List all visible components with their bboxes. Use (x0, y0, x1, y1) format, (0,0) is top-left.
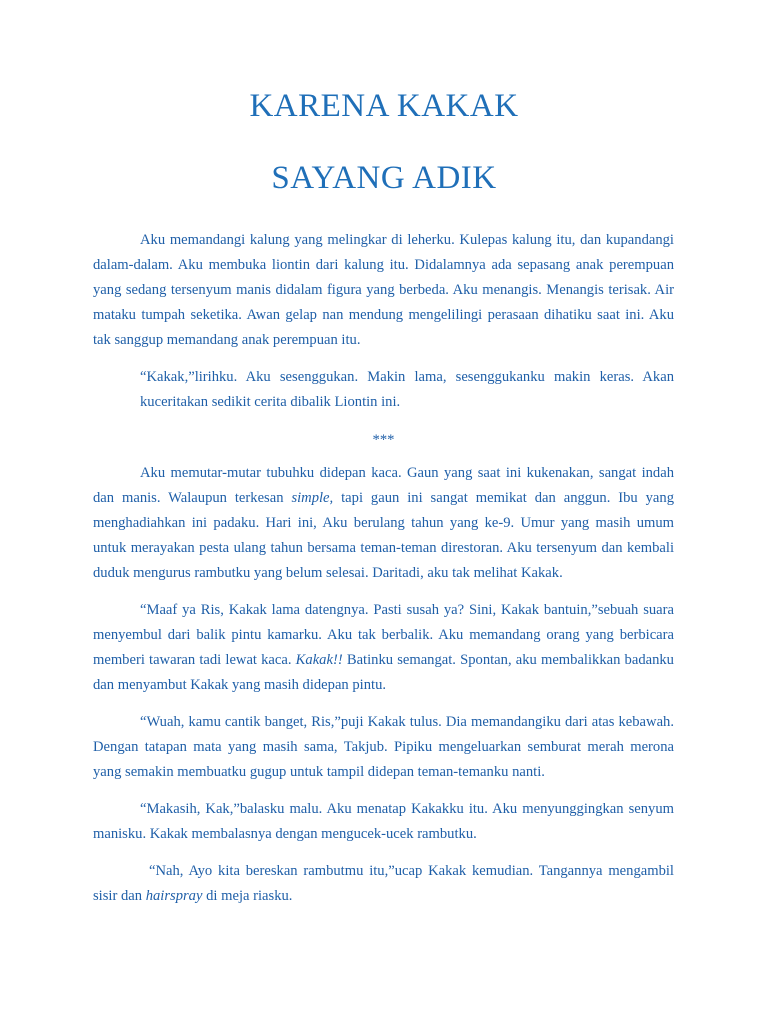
paragraph-4-text-b: Batinku semangat. Spontan, aku membalikkan badanku dan menyambut Kakak yang masih didepan pintu. (93, 652, 674, 693)
paragraph-7-emphasis: hairspray (145, 888, 203, 904)
paragraph-3-emphasis: simple, (291, 490, 334, 506)
title-line-2: SAYANG ADIK (271, 160, 497, 196)
paragraph-7-text-b: di meja riasku. (202, 888, 293, 904)
paragraph-7-text-a: “Nah, Ayo kita bereskan rambutmu itu,”ucap Kakak kemudian. Tangannya mengambil sisir dan (93, 863, 674, 904)
paragraph-4 (93, 598, 674, 698)
paragraph-2: “Kakak,”lirihku. Aku sesenggukan. Makin lama, sesenggukanku makin keras. Akan kuceritakan sedikit cerita dibalik Liontin ini. (140, 369, 674, 410)
paragraph-3-text-b: tapi gaun ini sangat memikat dan anggun. Ibu yang menghadiahkan ini padaku. Hari ini, Aku berulang tahun yang ke-9. Umur yang masih umum untuk merayakan pesta ulang tahun bersama teman-teman direstoran. Aku tersenyum dan kembali duduk mengurus rambutku yang belum selesai. Daritadi, aku tak melihat Kakak. (93, 490, 675, 581)
story-body (93, 228, 674, 921)
paragraph-1: Aku memandangi kalung yang melingkar di leherku. Kulepas kalung itu, dan kupandangi dalam-dalam. Aku membuka liontin dari kalung itu. Didalamnya ada sepasang anak perempuan yang sedang tersenyum manis didalam figura yang berbeda. Aku menangis. Menangis terisak. Air mataku tumpah seketika. Awan gelap nan mendung mengelilingi perasaan dihatiku saat ini. Aku tak sanggup memandang anak perempuan itu. (93, 232, 674, 348)
title-line-1: KARENA KAKAK (249, 88, 519, 124)
paragraph-5: “Wuah, kamu cantik banget, Ris,”puji Kakak tulus. Dia memandangiku dari atas kebawah. Dengan tatapan mata yang masih sama, Takjub. Pipiku mengeluarkan semburat merah merona yang semakin membuatku gugup untuk tampil didepan teman-temanku nanti. (93, 714, 674, 780)
scene-separator: *** (372, 432, 395, 448)
paragraph-3 (93, 461, 674, 586)
paragraph-6: “Makasih, Kak,”balasku malu. Aku menatap Kakakku itu. Aku menyunggingkan senyum manisku. Kakak membalasnya dengan mengucek-ucek rambutku. (93, 801, 674, 842)
paragraph-3-text-a: Aku memutar-mutar tubuhku didepan kaca. Gaun yang saat ini kukenakan, sangat indah dan manis. Walaupun terkesan (93, 465, 674, 506)
paragraph-7 (93, 859, 674, 909)
paragraph-4-emphasis: Kakak!! (295, 652, 343, 668)
paragraph-4-text-a: “Maaf ya Ris, Kakak lama datengnya. Pasti susah ya? Sini, Kakak bantuin,”sebuah suara menyembul dari balik pintu kamarku. Aku tak berbalik. Aku memandang orang yang berbicara memberi tawaran tadi lewat kaca. (93, 602, 674, 668)
